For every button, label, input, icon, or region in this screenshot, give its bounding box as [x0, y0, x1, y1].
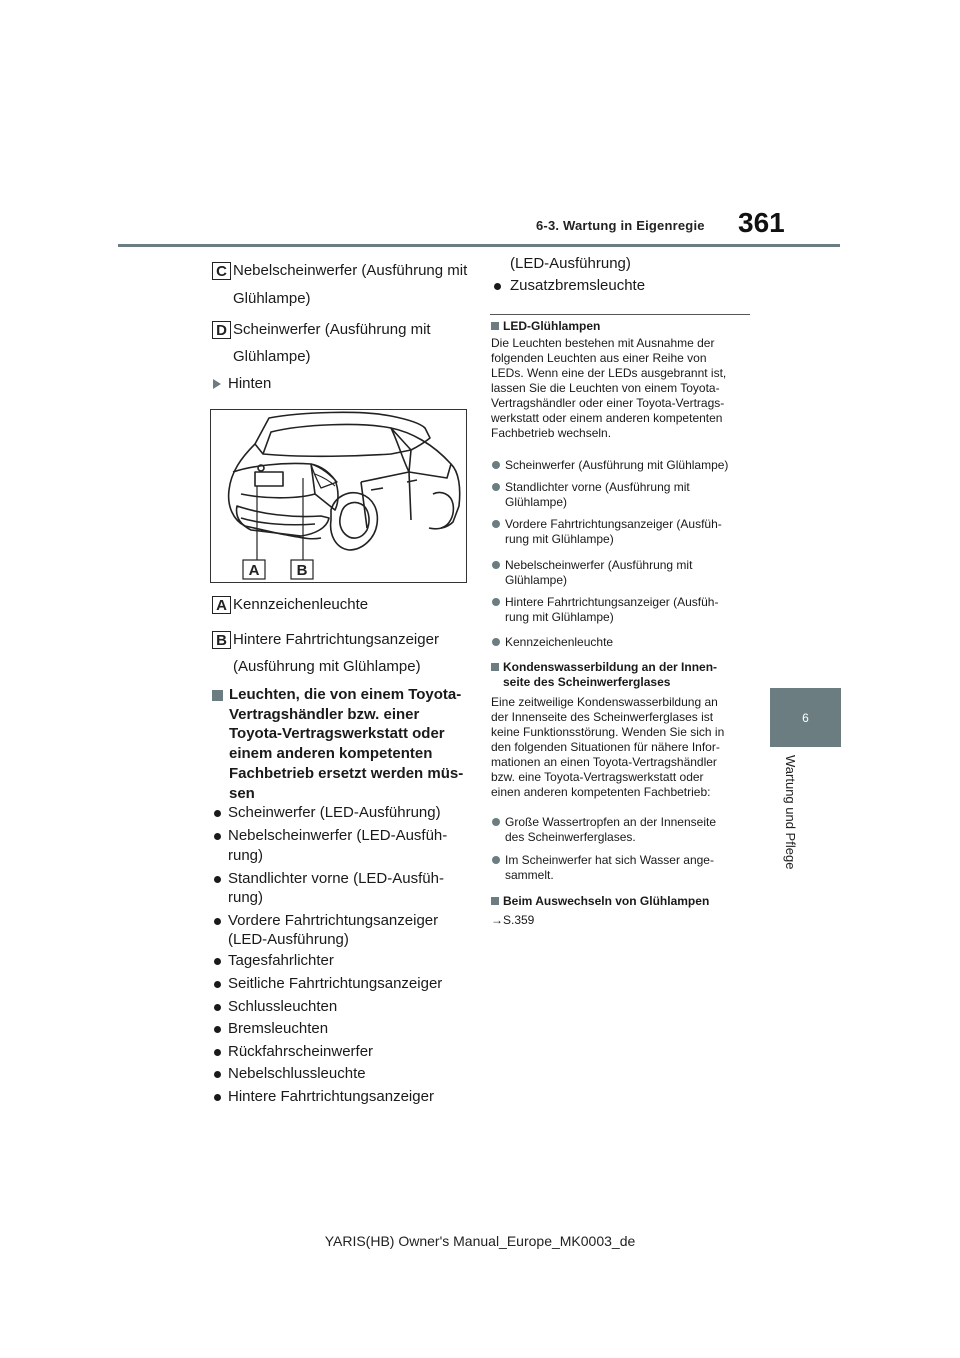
list-item: Standlichter vorne (Ausführung mit [505, 480, 690, 494]
bullet-icon [214, 1071, 221, 1078]
heading-square-icon [491, 897, 499, 905]
list-item-cont: (LED-Ausführung) [228, 931, 349, 948]
page-reference-link[interactable]: →S.359 [491, 913, 535, 927]
heading-square-icon [491, 322, 499, 330]
bullet-icon [214, 1049, 221, 1056]
bullet-icon [214, 876, 221, 883]
item-b-line1: Hintere Fahrtrichtungsanzeiger [233, 631, 439, 648]
item-c-line2: Glühlampe) [233, 290, 311, 307]
bullet-icon [492, 461, 500, 469]
list-item: Hintere Fahrtrichtungsanzeiger [228, 1088, 434, 1105]
list-item: Scheinwerfer (LED-Ausführung) [228, 804, 441, 821]
list-item-cont: Glühlampe) [505, 573, 568, 587]
bullet-icon [492, 520, 500, 528]
callout-label-b: B [212, 631, 231, 649]
list-item-cont: des Scheinwerferglases. [505, 830, 636, 844]
car-rear-illustration [211, 410, 466, 582]
list-item: Nebelscheinwerfer (Ausführung mit [505, 558, 693, 572]
bullet-icon [214, 1004, 221, 1011]
list-item: Standlichter vorne (LED-Ausfüh- [228, 870, 444, 887]
bullet-icon [494, 283, 501, 290]
item-d-line1: Scheinwerfer (Ausführung mit [233, 321, 431, 338]
list-item: Seitliche Fahrtrichtungsanzeiger [228, 975, 443, 992]
figure-label-a: A [248, 562, 260, 579]
footer-manual-id: YARIS(HB) Owner's Manual_Europe_MK0003_de [324, 1233, 636, 1249]
figure-label-b: B [296, 562, 308, 579]
list-item-cont: Glühlampe) [505, 495, 568, 509]
list-item: Hintere Fahrtrichtungsanzeiger (Ausfüh- [505, 595, 719, 609]
list-item: Nebelschlussleuchte [228, 1065, 366, 1082]
arrow-right-icon [213, 379, 221, 389]
callout-label-c: C [212, 262, 231, 280]
bullet-icon [214, 810, 221, 817]
list-item: Kennzeichenleuchte [505, 635, 614, 649]
list-item: Vordere Fahrtrichtungsanzeiger (Ausfüh- [505, 517, 722, 531]
bulb-heading: Beim Auswechseln von Glühlampen [503, 894, 710, 908]
item-c-line1: Nebelscheinwerfer (Ausführung mit [233, 262, 468, 279]
condensation-paragraph: Eine zeitweilige Kondenswasserbildung an der Innenseite des Scheinwerferglases ist keine Funktionsstörung. Wenden Sie sich in den folgenden Situationen für nähere Infor- mationen an einen Toyota-Vertragshändler bzw. eine Toyota-Vertragswerkstatt oder einen anderen kompetenten Fachbetrieb: [491, 695, 725, 799]
led-heading: LED-Glühlampen [503, 319, 601, 333]
list-item-cont: rung) [228, 889, 264, 906]
heading-square-icon [491, 663, 499, 671]
chapter-tab: 6 [770, 688, 841, 747]
bullet-icon [492, 483, 500, 491]
item-d-line2: Glühlampe) [233, 348, 311, 365]
bullet-icon [492, 638, 500, 646]
list-item: Zusatzbremsleuchte [510, 277, 646, 294]
bullet-icon [214, 918, 221, 925]
bullet-icon [214, 833, 221, 840]
header-rule [118, 244, 840, 247]
list-item: Rückfahrscheinwerfer [228, 1043, 374, 1060]
list-item: Große Wassertropfen an der Innenseite [505, 815, 716, 829]
section-title: 6-3. Wartung in Eigenregie [536, 218, 705, 233]
section-divider [490, 314, 750, 315]
led-paragraph: Die Leuchten bestehen mit Ausnahme der folgenden Leuchten aus einer Reihe von LEDs. Wenn eine der LEDs ausgebrannt ist, lassen Sie die Leuchten von einem Toyota- Vertragshändler oder einer Toyota-Vertrags- werkstatt oder einem anderen kompetenten Fachbetrieb wechseln. [491, 336, 727, 440]
bullet-icon [492, 598, 500, 606]
item-a-line1: Kennzeichenleuchte [233, 596, 369, 613]
bullet-icon [214, 981, 221, 988]
item-b-line2: (Ausführung mit Glühlampe) [233, 658, 421, 675]
list-item: Scheinwerfer (Ausführung mit Glühlampe) [505, 458, 729, 472]
list-item: Schlussleuchten [228, 998, 338, 1015]
bullet-icon [492, 856, 500, 864]
list-item-cont: rung mit Glühlampe) [505, 610, 614, 624]
list-item-cont: rung mit Glühlampe) [505, 532, 614, 546]
condensation-heading: Kondenswasserbildung an der Innen- seite des Scheinwerferglases [503, 660, 718, 689]
callout-label-a: A [212, 596, 231, 614]
list-item: Nebelscheinwerfer (LED-Ausfüh- [228, 827, 448, 844]
replacement-heading: Leuchten, die von einem Toyota- Vertragshändler bzw. einer Toyota-Vertragswerkstatt oder einem anderen kompetenten Fachbetrieb ersetzt werden müs- sen [229, 686, 464, 802]
list-item: Tagesfahrlichter [228, 952, 334, 969]
list-item: Im Scheinwerfer hat sich Wasser ange- [505, 853, 714, 867]
heading-square-icon [212, 690, 223, 701]
rear-car-figure [210, 409, 467, 583]
chapter-tab-label: Wartung und Pflege [783, 755, 798, 870]
bullet-icon [492, 818, 500, 826]
list-item-cont: (LED-Ausführung) [510, 255, 631, 272]
bullet-icon [214, 1094, 221, 1101]
list-item: Vordere Fahrtrichtungsanzeiger [228, 912, 439, 929]
rear-heading: Hinten [228, 375, 272, 392]
list-item: Bremsleuchten [228, 1020, 329, 1037]
list-item-cont: rung) [228, 847, 264, 864]
callout-label-d: D [212, 321, 231, 339]
list-item-cont: sammelt. [505, 868, 554, 882]
bullet-icon [492, 561, 500, 569]
bullet-icon [214, 958, 221, 965]
page-number: 361 [738, 207, 785, 238]
bullet-icon [214, 1026, 221, 1033]
